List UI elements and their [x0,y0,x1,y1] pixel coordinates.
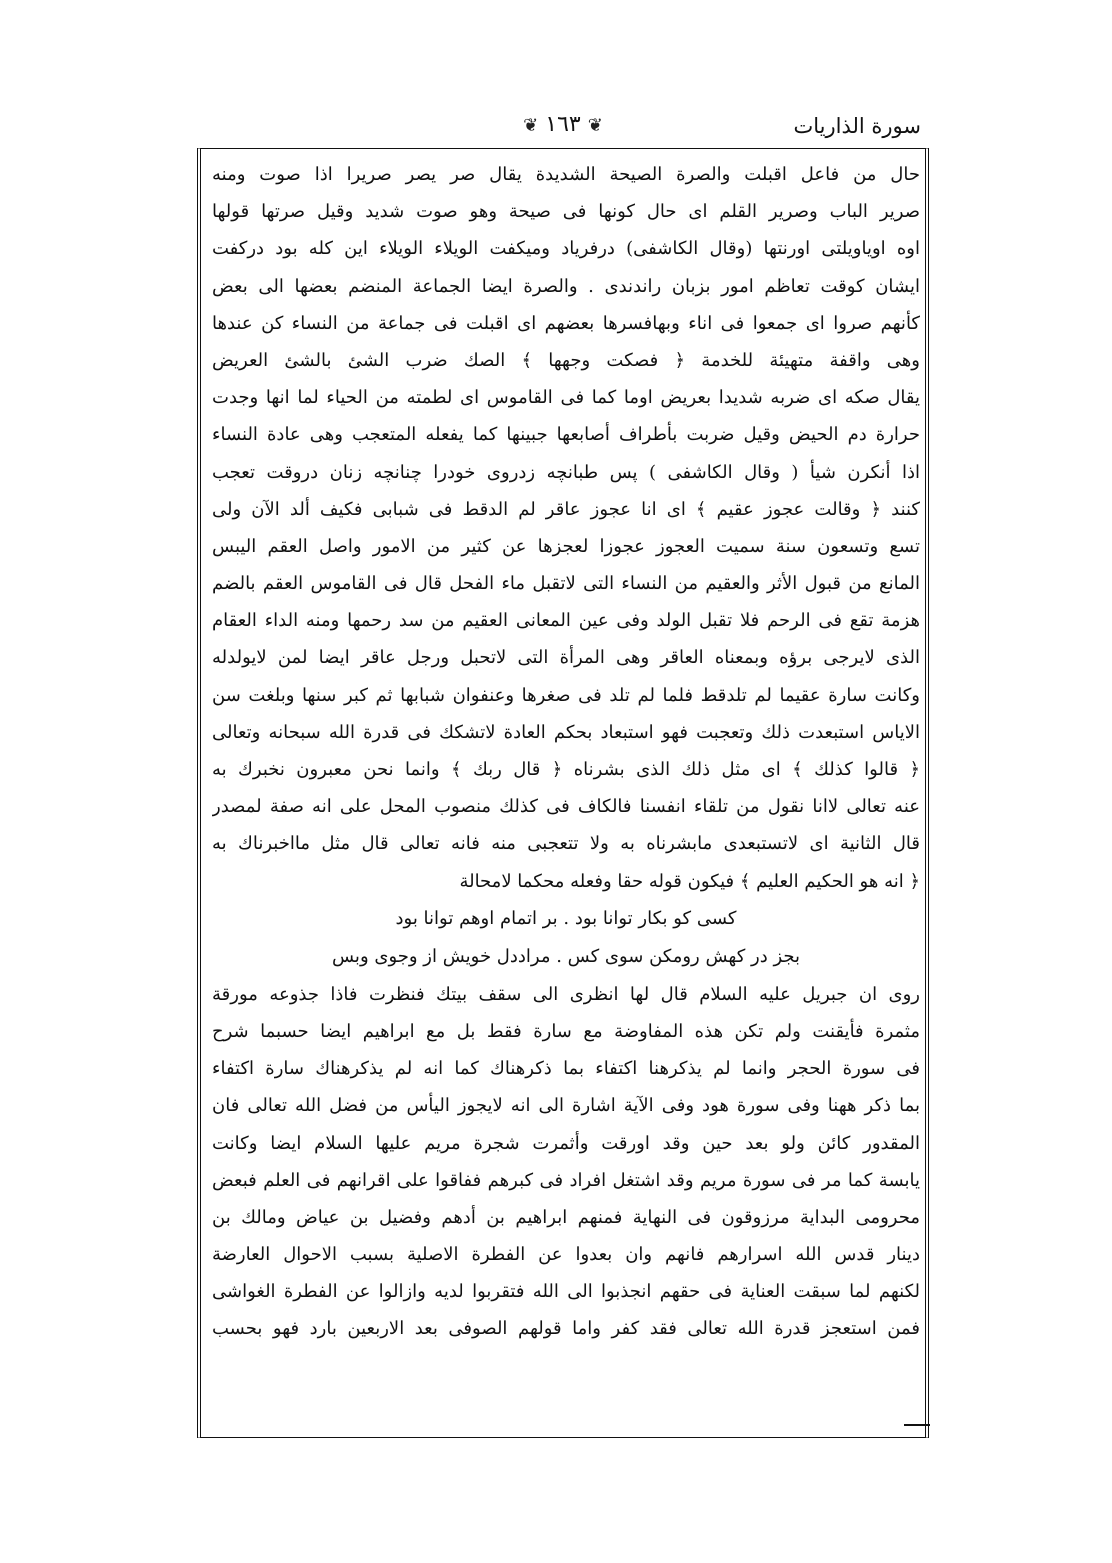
text-block-bottom [212,976,920,1348]
text-line: عنه تعالى لاانا نقول من تلقاء انفسنا فالكاف فى كذلك منصوب المحل على انه صفة لمصدر [212,796,920,818]
surah-title: سورة الذاريات [793,114,921,138]
text-line: قال الثانية اى لاتستبعدى مابشرناه به ولا تتعجبى منه فانه تعالى قال مثل مااخبرناك به [212,833,920,855]
text-line: دينار قدس الله اسرارهم فانهم وان بعدوا عن الفطرة الاصلية بسبب الاحوال العارضة [212,1244,920,1266]
text-line: وكانت سارة عقيما لم تلدقط فلما لم تلد فى صغرها وعنفوان شبابها ثم كبر سنها وبلغت سن [212,684,920,706]
text-line: المانع من قبول الأثر والعقيم من النساء التى لاتقبل ماء الفحل قال فى القاموس العقم بالضم [212,573,920,595]
text-line: ﴿ انه هو الحكيم العليم ﴾ فيكون قوله حقا وفعله محكما لامحالة [459,870,920,892]
text-line: الاياس استبعدت ذلك وتعجبت فهو استبعاد بحكم العادة لاتشكك فى قدرة الله سبحانه وتعالى [212,721,920,743]
text-line: فى سورة الحجر وانما لم يذكرهنا اكتفاء بما ذكرهناك كما انه لم يذكرهناك سارة اكتفاء [212,1058,920,1080]
page-header [197,108,929,148]
text-line: بما ذكر ههنا وفى سورة هود وفى الآية اشارة الى انه لايجوز اليأس من فضل الله تعالى فان [212,1095,920,1117]
text-line: كنند ﴿ وقالت عجوز عقيم ﴾ اى انا عجوز عاقر لم الدقط فى شبابى فكيف ألد الآن ولى [212,498,920,520]
verse-line: كسى كو بكار توانا بود . بر اتمام اوهم توانا بود [395,907,737,929]
text-line: لكنهم لما سبقت العناية فى حقهم انجذبوا الى الله فتقربوا لديه وازالوا عن الفطرة الغواشى [212,1281,920,1303]
text-line: هزمة تقع فى الرحم فلا تقبل الولد وفى عين المعانى العقيم من سد رحمها ومنه الداء العقام [212,610,920,632]
text-line: يقال صكه اى ضربه شديدا بعريض اوما كما فى القاموس اى لطمته من الحياء لما انها وجدت [212,387,920,409]
text-line: يابسة كما مر فى سورة مريم وقد اشتغل افراد فى كبرهم ففاقوا على اقرانهم فى العلم فبعض [212,1169,920,1191]
text-line: اوه اوياويلتى اورنتها (وقال الكاشفى) درفرياد وميكفت الويلاء الويلاء اين كله بود دركفت [212,238,920,260]
text-line: روى ان جبريل عليه السلام قال لها انظرى الى سقف بيتك فنظرت فاذا جذوعه مورقة [212,983,920,1005]
text-line: المقدور كائن ولو بعد حين وقد اورقت وأثمرت شجرة مريم عليها السلام ايضا وكانت [212,1132,920,1154]
text-line: حرارة دم الحيض وقيل ضربت بأطراف أصابعها جبينها كما يفعله المتعجب وهى عادة النساء [212,424,920,446]
page-body [212,156,920,1348]
frame-corner-mark [904,1424,930,1426]
text-line: اذا أنكرن شيأ ( وقال الكاشفى ) پس طبانچه زدروى خودرا چنانچه زنان دروقت تعجب [212,461,920,483]
text-line: مثمرة فأيقنت ولم تكن هذه المفاوضة مع سارة فقط بل مع ابراهيم ايضا حسبما شرح [212,1020,920,1042]
text-line: وهى واقفة متهيئة للخدمة ﴿ فصكت وجهها ﴾ الصك ضرب الشئ بالشئ العريض [212,349,920,371]
text-line: كأنهم صروا اى جمعوا فى اناء وبهافسرها بعضهم اى اقبلت فى جماعة من النساء كن عندها [212,312,920,334]
text-line: صرير الباب وصرير القلم اى حال كونها فى صيحة وهو صوت شديد وقيل صرتها قولها [212,201,920,223]
text-line: الذى لايرجى برؤه وبمعناه العاقر وهى المرأة التى لاتحبل ورجل عاقر ايضا لمن لايولدله [212,647,920,669]
ornament-icon: ❦ [523,115,539,136]
text-line: تسع وتسعون سنة سميت العجوز عجوزا لعجزها عن كثير من الامور واصل العقم اليبس [212,535,920,557]
page-number-group [523,112,603,137]
text-line: فمن استعجز قدرة الله تعالى فقد كفر واما قولهم الصوفى بعد الاربعين بارد فهو بحسب [212,1318,920,1340]
page-number: ١٦٣ [545,112,581,137]
text-line: ﴿ قالوا كذلك ﴾ اى مثل ذلك الذى بشرناه ﴿ قال ربك ﴾ وانما نحن معبرون نخبرك به [212,759,920,780]
ornament-icon: ❦ [587,115,603,136]
text-line: حال من فاعل اقبلت والصرة الصيحة الشديدة يقال صر يصر صريرا اذا صوت ومنه [212,164,920,185]
text-line: محرومى البداية مرزوقون فى النهاية فمنهم ابراهيم بن أدهم وفضيل بن عياض ومالك بن [212,1206,920,1228]
verse-block [212,900,920,976]
verse-line: بجز در كهش رومكن سوى كس . مراددل خويش از وجوى وبس [331,945,801,967]
text-line: ايشان كوقت تعاظم امور بزبان راندندى . والصرة ايضا الجماعة المنضم بعضها الى بعض [212,275,920,297]
text-block-top [212,156,920,900]
